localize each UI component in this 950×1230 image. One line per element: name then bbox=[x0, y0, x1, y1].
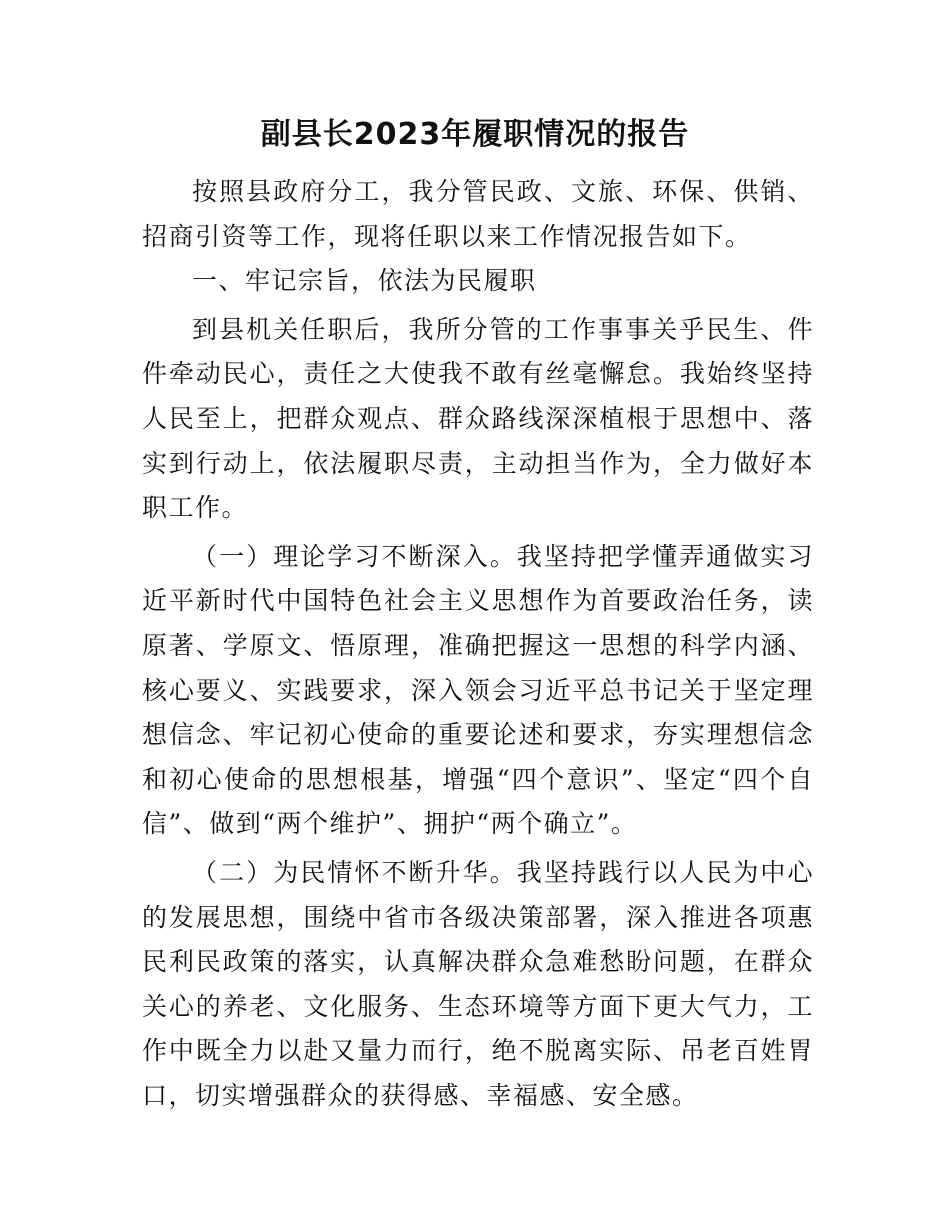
subsection-1-paragraph: （一）理论学习不断深入。我坚持把学懂弄通做实习近平新时代中国特色社会主义思想作为首要政治任务，读原著、学原文、悟原理，准确把握这一思想的科学内涵、核心要义、实践要求，深入领会习近平总书记关于坚定理想信念、牢记初心使命的重要论述和要求，夯实理想信念和初心使命的思想根基，增强“四个意识”、坚定“四个自信”、做到“两个维护”、拥护“两个确立”。 bbox=[142, 541, 814, 839]
document-title: 副县长2023年履职情况的报告 bbox=[260, 117, 690, 152]
section-paragraph: 到县机关任职后，我所分管的工作事事关乎民生、件件牵动民心，责任之大使我不敢有丝毫懈怠。我始终坚持人民至上，把群众观点、群众路线深深植根于思想中、落实到行动上，依法履职尽责，主动担当作为，全力做好本职工作。 bbox=[142, 314, 814, 523]
section-heading: 一、牢记宗旨，依法为民履职 bbox=[192, 266, 537, 296]
document-body bbox=[142, 170, 814, 1118]
intro-paragraph: 按照县政府分工，我分管民政、文旅、环保、供销、招商引资等工作，现将任职以来工作情况报告如下。 bbox=[142, 177, 814, 251]
subsection-2-paragraph: （二）为民情怀不断升华。我坚持践行以人民为中心的发展思想，围绕中省市各级决策部署，深入推进各项惠民利民政策的落实，认真解决群众急难愁盼问题，在群众关心的养老、文化服务、生态环境等方面下更大气力，工作中既全力以赴又量力而行，绝不脱离实际、吊老百姓胃口，切实增强群众的获得感、幸福感、安全感。 bbox=[142, 857, 814, 1110]
